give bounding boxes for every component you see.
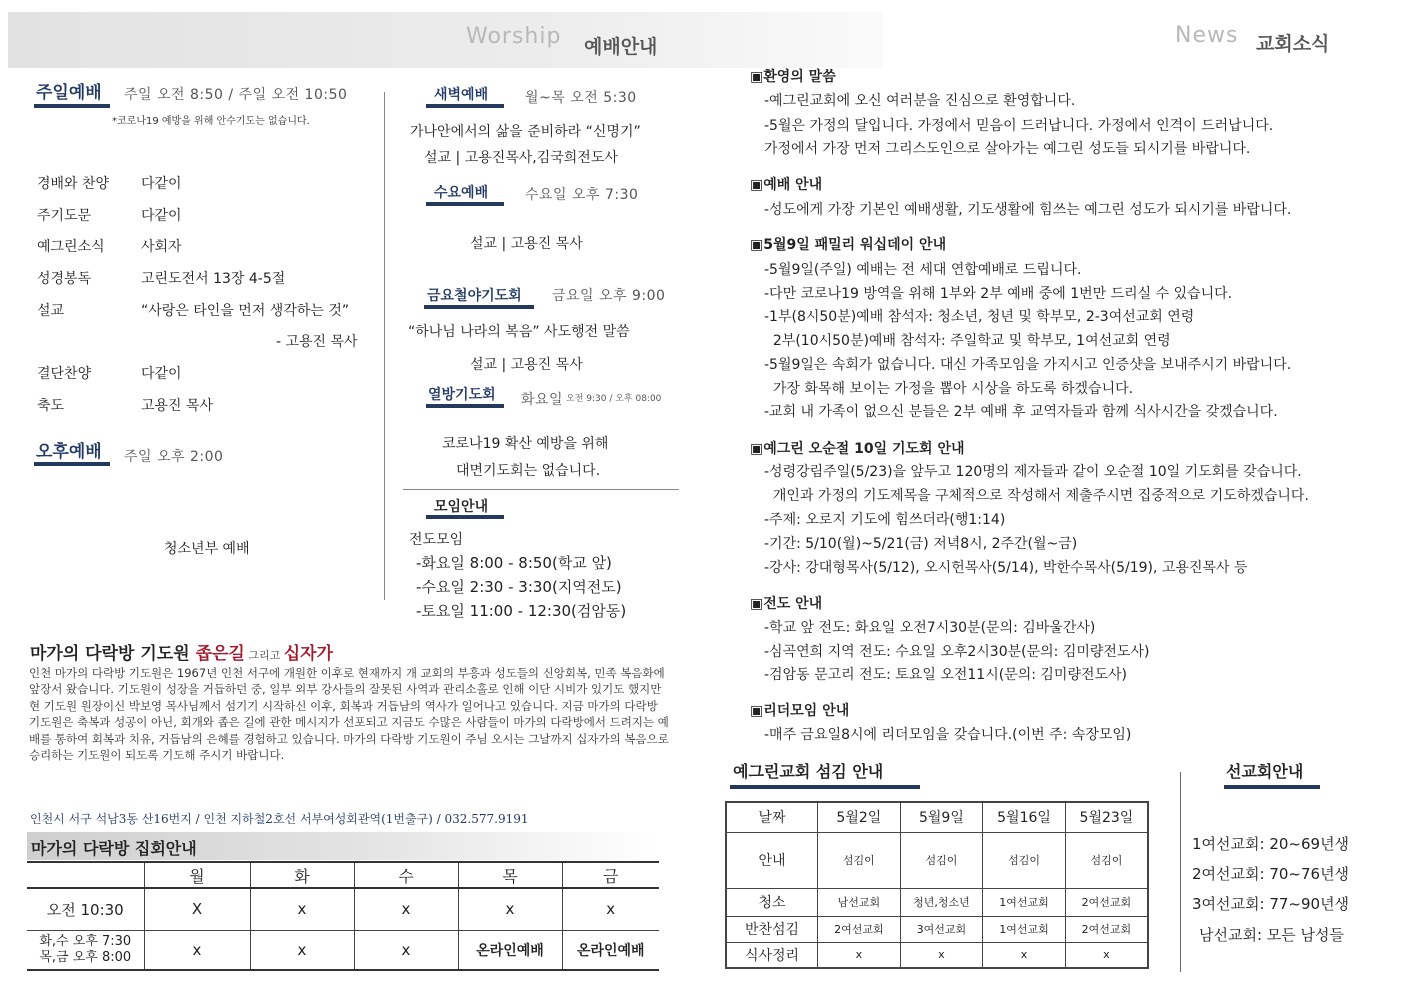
worship-ko-title: 예배안내 (584, 36, 658, 58)
nations-title-underline (426, 404, 504, 408)
afternoon-worship-title: 오후예배 (36, 442, 102, 462)
order-value: “사랑은 타인을 먼저 생각하는 것” (141, 303, 350, 319)
news-line: -5월9일(주일) 예배는 전 세대 연합예배로 드립니다. (764, 262, 1082, 278)
order-label: 축도 (37, 398, 65, 414)
serve-title-underline (730, 785, 920, 789)
news-line: -1부(8시50분)예배 참석자: 청소년, 청년 및 학부모, 2-3여선교회 연령 (764, 309, 1195, 325)
nations-prayer-time: 오전 9:30 / 오후 08:00 (566, 394, 662, 404)
gathering-title-underline (426, 515, 504, 519)
meeting-cell: x (458, 888, 562, 930)
serve-cell: 섬김이 (983, 832, 1066, 888)
serve-cell: 2여선교회 (1065, 916, 1148, 942)
meeting-cell: x (144, 930, 250, 970)
gathering-item: -화요일 8:00 - 8:50(학교 앞) (416, 554, 612, 572)
meeting-cell: x (354, 930, 458, 970)
friday-title-underline (424, 305, 534, 309)
gathering-divider (403, 489, 679, 490)
serve-cell: 2여선교회 (818, 916, 901, 942)
news-en-title: News (1175, 23, 1239, 48)
order-label: 주기도문 (37, 208, 92, 224)
prayer-house-title-a: 마가의 다락방 기도원 (30, 644, 196, 664)
wednesday-title-underline (426, 202, 504, 206)
mission-item: 3여선교회: 77~90년생 (1192, 895, 1350, 913)
serve-row-label: 반찬섬김 (726, 916, 818, 942)
meeting-cell: x (250, 888, 354, 930)
serve-cell: 섬김이 (818, 832, 901, 888)
gathering-item: -수요일 2:30 - 3:30(지역전도) (416, 578, 622, 596)
meeting-header-row (27, 862, 659, 888)
news-line: -교회 내 가족이 없으신 분들은 2부 예배 후 교역자들과 함께 식사시간을 갖겠습니다. (764, 404, 1278, 420)
dawn-worship-time: 월~목 오전 5:30 (525, 90, 637, 106)
order-value: 사회자 (141, 239, 182, 255)
dawn-worship-title: 새벽예배 (434, 87, 489, 103)
dawn-title-underline (426, 104, 504, 108)
news-ko-title: 교회소식 (1256, 33, 1330, 55)
news-line: -성령강림주일(5/23)을 앞두고 120명의 제자들과 같이 오순절 10일 기도회를 갖습니다. (764, 464, 1302, 480)
dawn-preacher: 설교 | 고용진목사,김국희전도사 (424, 150, 618, 166)
news-heading: ▣예그린 오순절 10일 기도회 안내 (750, 441, 965, 457)
serve-cell: 섬김이 (1065, 832, 1148, 888)
friday-prayer-title: 금요철야기도회 (427, 288, 522, 304)
news-line: -기간: 5/10(월)~5/21(금) 저녁8시, 2주간(월~금) (764, 536, 1078, 552)
serve-header-cell: 5월9일 (900, 802, 983, 832)
serve-cell: 1여선교회 (983, 916, 1066, 942)
serve-row (726, 888, 1148, 916)
prayer-house-body: 인천 마가의 다락방 기도원은 1967년 인천 서구에 개원한 이후로 현재까지 개 교회의 부흥과 성도들의 신앙회복, 민족 복음화에 앞장서 왔습니다. 기도원이 성장을 거듭하던 중, 일부 외부 강사들의 잘못된 사역과 관리소홀로 인해 이단 시비가 있기도 했지만 현 기도원 원장이신 박보영 목사님께서 섬기기 시작하신 이후, 회복과 거듭남의 역사가 일어나고 있습니다. 지금 마가의 다락방 기도원은 축복과 성공이 아닌, 회개와 좁은 길에 관한 메시지가 선포되고 지금도 수많은 사람들이 마가의 다락방에서 드려지는 예배를 통하여 회복과 치유, 거듭남의 은혜를 경험하고 있습니다. 마가의 다락방 기도원이 주님 오시는 그날까지 십자가의 복음으로 승리하는 기도원이 되도록 기도해 주시기 바랍니다. (29, 666, 669, 763)
column-divider (384, 92, 385, 600)
meeting-day-header: 월 (144, 862, 250, 888)
nations-prayer-notice-1: 코로나19 확산 예방을 위해 (442, 436, 609, 452)
mission-item: 남선교회: 모든 남성들 (1199, 926, 1345, 944)
news-heading: ▣예배 안내 (750, 177, 823, 193)
prayer-house-title (30, 639, 333, 664)
serve-table (725, 801, 1149, 969)
order-label: 예그린소식 (37, 239, 105, 255)
mission-item: 2여선교회: 70~76년생 (1192, 865, 1350, 883)
serve-row-label: 청소 (726, 888, 818, 916)
afternoon-worship-body: 청소년부 예배 (164, 541, 250, 557)
news-line: -검암동 문고리 전도: 토요일 오전11시(문의: 김미량전도사) (764, 667, 1128, 683)
prayer-house-address: 인천시 서구 석남3동 산16번지 / 인천 지하철2호선 서부여성회관역(1번출구) / 032.577.9191 (30, 812, 529, 826)
serve-cell: x (1065, 942, 1148, 968)
news-line: 가장 화목해 보이는 가정을 뽑아 시상을 하도록 하겠습니다. (764, 381, 1134, 397)
mission-title-underline (1224, 785, 1320, 789)
news-heading: ▣5월9일 패밀리 워십데이 안내 (750, 237, 947, 253)
meeting-row-label: 화,수 오후 7:30 목,금 오후 8:00 (27, 930, 144, 970)
serve-cell: x (983, 942, 1066, 968)
meeting-corner-cell (27, 862, 144, 888)
afternoon-title-underline (34, 462, 110, 466)
news-line: -학교 앞 전도: 화요일 오전7시30분(문의: 김바울간사) (764, 620, 1096, 636)
news-line: -5월9일은 속회가 없습니다. 대신 가족모임을 가지시고 인증샷을 보내주시기 바랍니다. (764, 357, 1292, 373)
order-value: 고린도전서 13장 4-5절 (141, 271, 286, 287)
friday-preacher: 설교 | 고용진 목사 (470, 357, 583, 373)
sermon-preacher: - 고용진 목사 (276, 334, 358, 350)
serve-cell: 2여선교회 (1065, 888, 1148, 916)
serve-header-cell: 5월2일 (818, 802, 901, 832)
prayer-house-title-b: 좁은길 (195, 644, 245, 664)
wednesday-worship-time: 수요일 오후 7:30 (525, 187, 639, 203)
order-value: 고용진 목사 (141, 398, 214, 414)
gathering-subtitle: 전도모임 (409, 532, 464, 548)
sunday-worship-note: *코로나19 예방을 위해 안수기도는 없습니다. (112, 116, 310, 127)
news-line: 개인과 가정의 기도제목을 구체적으로 작성해서 제출주시면 집중적으로 기도하겠습니다. (764, 488, 1309, 504)
serve-cell: x (900, 942, 983, 968)
news-line: -심곡연희 지역 전도: 수요일 오후2시30분(문의: 김미량전도사) (764, 644, 1150, 660)
wednesday-worship-title: 수요예배 (434, 185, 489, 201)
mission-divider (1180, 772, 1181, 972)
news-heading: ▣환영의 말씀 (750, 69, 836, 85)
news-line: 2부(10시50분)예배 참석자: 주일학교 및 학부모, 1여선교회 연령 (764, 333, 1171, 349)
order-label: 성경봉독 (37, 271, 92, 287)
sunday-title-underline (34, 104, 110, 108)
meeting-cell: 온라인예배 (458, 930, 562, 970)
order-label: 경배와 찬양 (37, 176, 110, 192)
prayer-house-title-d: 십자가 (283, 644, 333, 664)
prayer-house-title-c: 그리고 (244, 649, 284, 662)
gathering-title: 모임안내 (434, 499, 489, 515)
news-line: -예그린교회에 오신 여러분을 진심으로 환영합니다. (764, 93, 1076, 109)
serve-row-label: 식사정리 (726, 942, 818, 968)
meeting-day-header: 금 (562, 862, 659, 888)
nations-prayer-day: 화요일 (521, 392, 564, 408)
serve-header-cell: 5월16일 (983, 802, 1066, 832)
worship-en-title: Worship (466, 24, 562, 49)
meeting-cell: X (144, 888, 250, 930)
meeting-day-header: 목 (458, 862, 562, 888)
serve-header-cell: 날짜 (726, 802, 818, 832)
meeting-row (27, 888, 659, 930)
news-line: -매주 금요일8시에 리더모임을 갖습니다.(이번 주: 속장모임) (764, 727, 1132, 743)
sunday-worship-title: 주일예배 (36, 83, 102, 103)
serve-title: 예그린교회 섬김 안내 (733, 762, 884, 781)
meeting-row (27, 930, 659, 970)
friday-prayer-time: 금요일 오후 9:00 (552, 288, 666, 304)
nations-prayer-notice-2: 대면기도회는 없습니다. (456, 463, 601, 479)
order-label: 설교 (37, 303, 65, 319)
meeting-day-header: 수 (354, 862, 458, 888)
nations-prayer-title: 열방기도회 (428, 387, 496, 403)
serve-cell: 1여선교회 (983, 888, 1066, 916)
meeting-cell: x (354, 888, 458, 930)
news-heading: ▣전도 안내 (750, 596, 823, 612)
dawn-sermon-series: 가나안에서의 삶을 준비하라 “신명기” (410, 124, 641, 140)
serve-cell: 청년,청소년 (900, 888, 983, 916)
meeting-schedule-table (27, 861, 659, 971)
header-bar (8, 12, 883, 68)
meeting-cell: 온라인예배 (562, 930, 659, 970)
wednesday-preacher: 설교 | 고용진 목사 (470, 236, 583, 252)
serve-header-cell: 5월23일 (1065, 802, 1148, 832)
serve-row-label: 안내 (726, 832, 818, 888)
serve-cell: x (818, 942, 901, 968)
meeting-day-header: 화 (250, 862, 354, 888)
order-value: 다같이 (141, 366, 182, 382)
serve-row (726, 942, 1148, 968)
order-value: 다같이 (141, 208, 182, 224)
sunday-worship-time: 주일 오전 8:50 / 주일 오전 10:50 (124, 87, 348, 103)
mission-title: 선교회안내 (1226, 762, 1304, 781)
afternoon-worship-time: 주일 오후 2:00 (124, 449, 224, 465)
serve-cell: 3여선교회 (900, 916, 983, 942)
serve-cell: 섬김이 (900, 832, 983, 888)
news-line: -다만 코로나19 방역을 위해 1부와 2부 예배 중에 1번만 드리실 수 있습니다. (764, 286, 1233, 302)
news-line: 가정에서 가장 먼저 그리스도인으로 살아가는 예그린 성도들 되시기를 바랍니다. (764, 141, 1251, 157)
meeting-cell: x (250, 930, 354, 970)
gathering-item: -토요일 11:00 - 12:30(검암동) (416, 602, 627, 620)
mission-item: 1여선교회: 20~69년생 (1192, 835, 1350, 853)
serve-cell: 남선교회 (818, 888, 901, 916)
meeting-cell: x (562, 888, 659, 930)
news-line: -성도에게 가장 기본인 예배생활, 기도생활에 힘쓰는 예그린 성도가 되시기를 바랍니다. (764, 202, 1292, 218)
serve-row (726, 916, 1148, 942)
news-heading: ▣리더모임 안내 (750, 703, 850, 719)
friday-sermon-series: “하나님 나라의 복음” 사도행전 말씀 (408, 324, 630, 340)
meeting-title: 마가의 다락방 집회안내 (31, 839, 197, 858)
news-line: -강사: 강대형목사(5/12), 오시헌목사(5/14), 박한수목사(5/19), 고용진목사 등 (764, 560, 1248, 576)
news-line: -주제: 오로지 기도에 힘쓰더라(행1:14) (764, 512, 1006, 528)
news-line: -5월은 가정의 달입니다. 가정에서 믿음이 드러납니다. 가정에서 인격이 드러납니다. (764, 118, 1274, 134)
order-label: 결단찬양 (37, 366, 92, 382)
serve-row (726, 832, 1148, 888)
meeting-row-label: 오전 10:30 (27, 888, 144, 930)
order-value: 다같이 (141, 176, 182, 192)
serve-header-row (726, 802, 1148, 832)
